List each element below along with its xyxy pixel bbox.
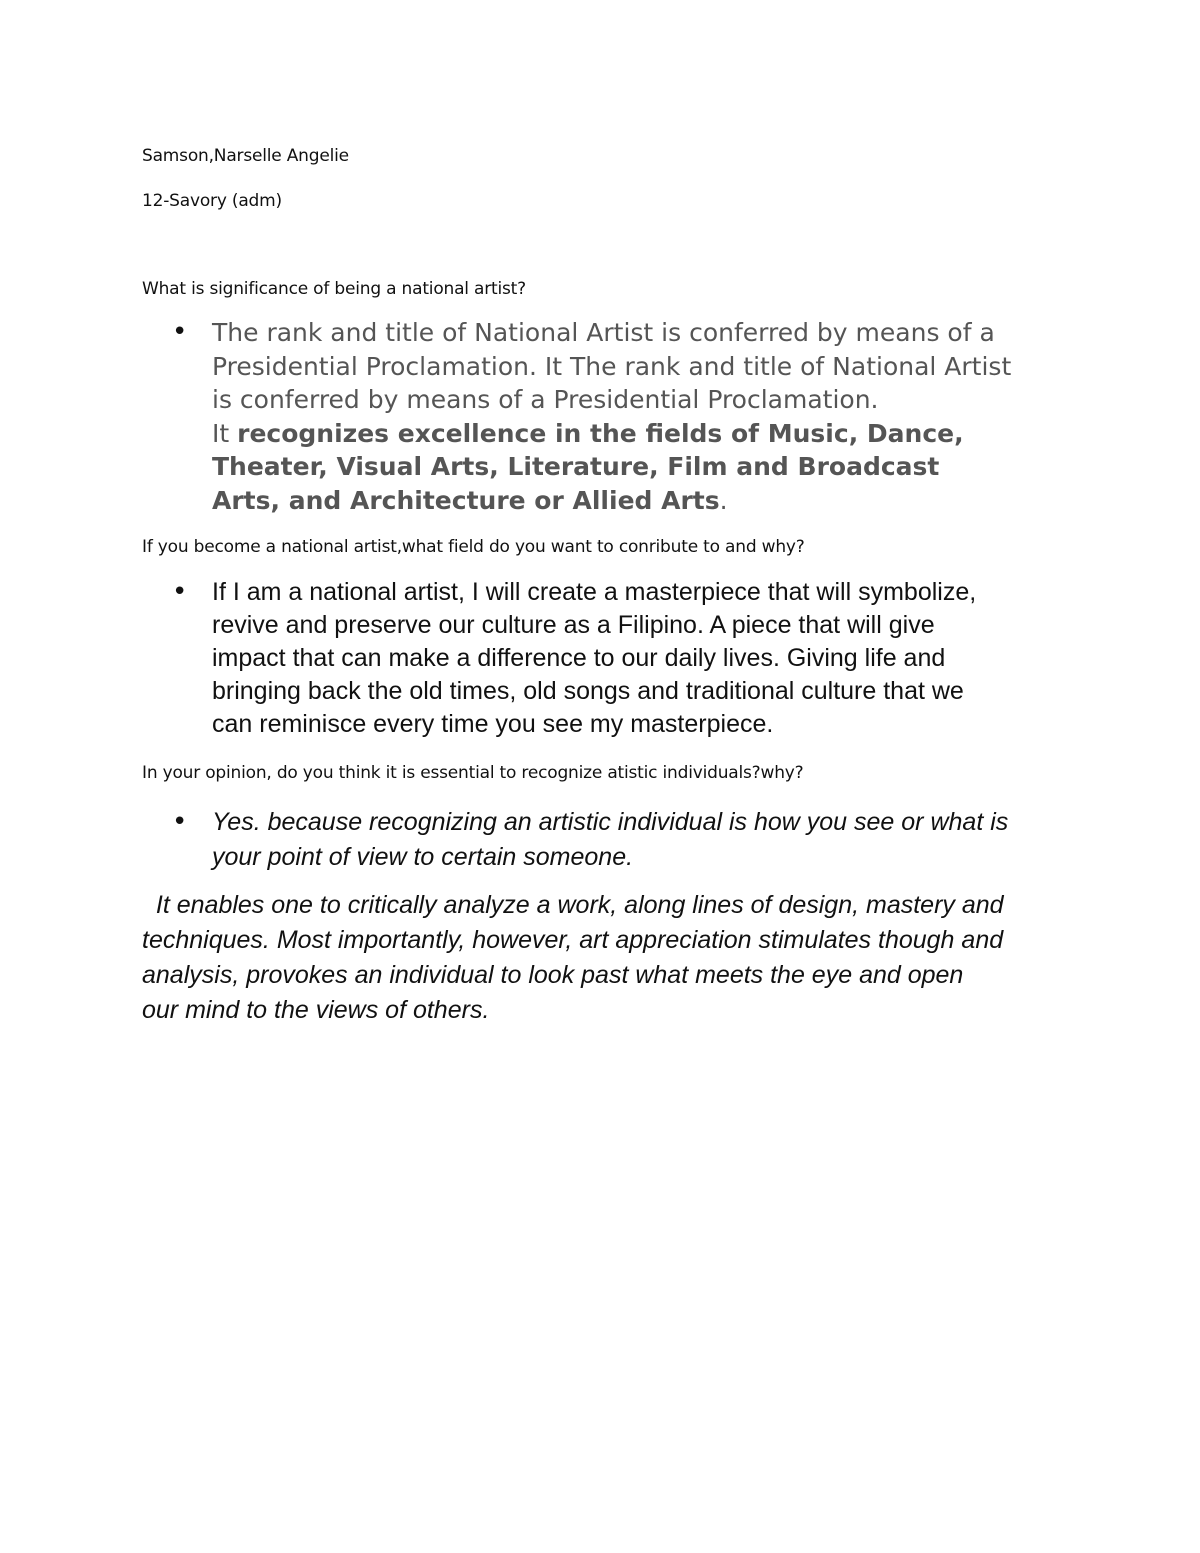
bullet-icon: • [172,317,188,347]
answer-1-end: . [719,485,728,515]
answer-3-paragraph-line: our mind to the views of others. [142,996,490,1024]
answer-1-line: Presidential Proclamation. It The rank and title of National Artist [212,351,1012,381]
answer-3-paragraph [142,888,1072,1028]
bullet-icon: • [172,807,188,837]
answer-1-bold-text: recognizes excellence in the fields of Music, Dance, [237,418,964,448]
answer-2-line: impact that can make a difference to our daily lives. Giving life and [212,644,946,672]
answer-1-bold-prefix: It [212,418,238,448]
question-1: What is significance of being a national artist? [142,279,526,299]
answer-2-line: bringing back the old times, old songs and traditional culture that we [212,677,964,705]
answer-3-line: Yes. because recognizing an artistic individual is how you see or what is [212,808,1009,836]
answer-3-paragraph-line: It enables one to critically analyze a work, along lines of design, mastery and [142,891,1004,919]
answer-1-bold-line [212,417,1092,451]
answer-3-text [212,805,1092,875]
answer-1-line: is conferred by means of a Presidential Proclamation. [212,385,879,414]
question-2: If you become a national artist,what field do you want to conribute to and why? [142,537,805,557]
answer-3-paragraph-line: techniques. Most importantly, however, art appreciation stimulates though and [142,926,1004,954]
answer-2-line: can reminisce every time you see my masterpiece. [212,710,774,738]
answer-1-bold-text: Theater, Visual Arts, Literature, Film and Broadcast [212,452,940,481]
answer-3-line: your point of view to certain someone. [212,843,634,871]
answer-2-text [212,576,1092,741]
student-name: Samson,Narselle Angelie [142,146,349,166]
answer-1-bold-line [212,450,1092,484]
question-3: In your opinion, do you think it is essential to recognize atistic individuals?why? [142,763,804,783]
answer-1-line: The rank and title of National Artist is conferred by means of a [212,318,995,347]
bullet-icon: • [172,577,188,607]
answer-3-paragraph-line: analysis, provokes an individual to look past what meets the eye and open [142,961,964,989]
answer-1-bold-line [212,484,1092,518]
answer-1-text [212,316,1092,517]
student-section: 12-Savory (adm) [142,191,282,211]
answer-2-line: If I am a national artist, I will create a masterpiece that will symbolize, [212,578,977,606]
answer-1-bold-text: Arts, and Architecture or Allied Arts [212,485,720,515]
answer-2-line: revive and preserve our culture as a Filipino. A piece that will give [212,611,935,639]
